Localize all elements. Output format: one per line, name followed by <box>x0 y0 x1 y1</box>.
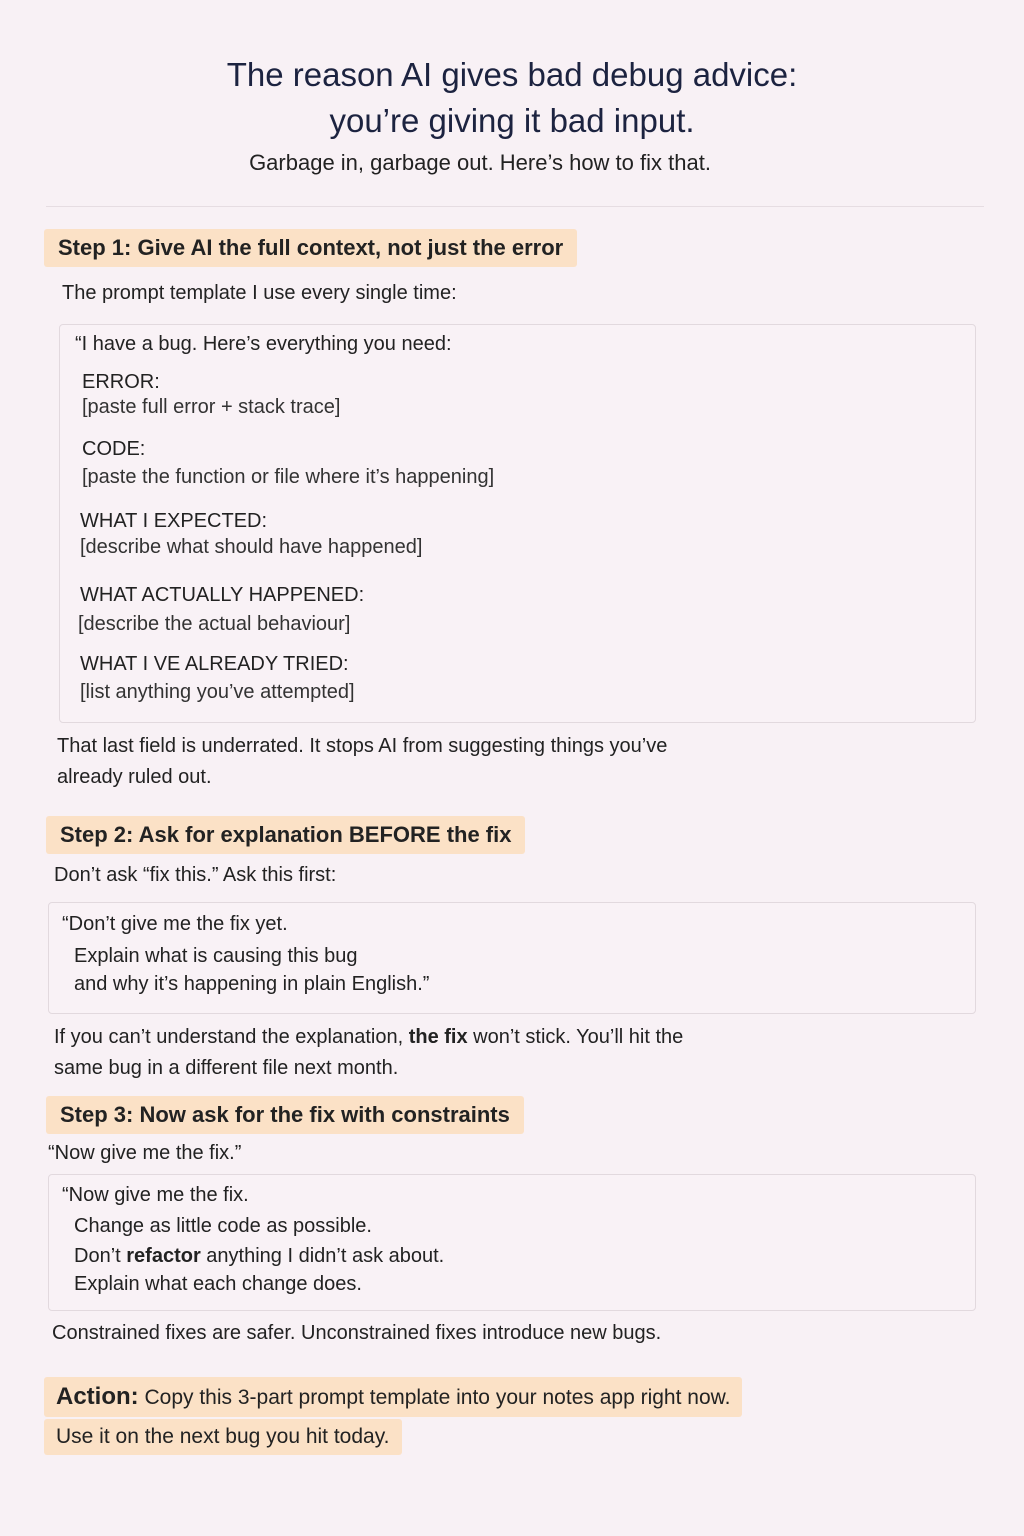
step1-box-opening: “I have a bug. Here’s everything you need: <box>75 333 452 355</box>
title-line-1: The reason AI gives bad debug advice: <box>226 56 798 93</box>
step3-box-line2: Change as little code as possible. <box>74 1215 372 1237</box>
step2-note-pre: If you can’t understand the explanation, <box>54 1026 409 1048</box>
code-value: [paste the function or file where it’s happening] <box>82 466 495 488</box>
error-value: [paste full error + stack trace] <box>82 396 341 418</box>
expected-value: [describe what should have happened] <box>80 536 423 558</box>
step3-box-line1: “Now give me the fix. <box>62 1184 249 1206</box>
step3-box-line3-pre: Don’t <box>74 1245 127 1267</box>
title-line-2: you’re giving it bad input. <box>329 102 695 139</box>
step3-heading: Step 3: Now ask for the fix with constraints <box>46 1096 524 1134</box>
step3-box-line4: Explain what each change does. <box>74 1273 362 1295</box>
step2-prompt-box <box>48 902 976 1014</box>
step1-prompt-box <box>59 324 976 723</box>
actual-label: WHAT ACTUALLY HAPPENED: <box>80 584 365 606</box>
action-line2: Use it on the next bug you hit today. <box>44 1419 402 1455</box>
step1-heading: Step 1: Give AI the full context, not just the error <box>44 229 577 267</box>
page-subtitle: Garbage in, garbage out. Here’s how to fix that. <box>249 150 711 175</box>
step2-intro: Don’t ask “fix this.” Ask this first: <box>54 864 337 886</box>
step2-note-bold: the fix <box>408 1026 468 1048</box>
step1-intro: The prompt template I use every single time: <box>62 282 457 304</box>
action-line1 <box>44 1377 742 1417</box>
step2-box-line2: Explain what is causing this bug <box>74 945 358 967</box>
step1-note <box>57 731 667 793</box>
error-label: ERROR: <box>82 371 160 393</box>
step3-box-line3-post: anything I didn’t ask about. <box>200 1245 445 1267</box>
step2-note <box>54 1022 683 1084</box>
step2-box-line1: “Don’t give me the fix yet. <box>62 913 288 935</box>
step2-note-line2: same bug in a different file next month. <box>54 1057 399 1079</box>
step2-box-line3: and why it’s happening in plain English.” <box>74 973 430 995</box>
step1-note-line2: already ruled out. <box>57 766 212 788</box>
action-label: Action: <box>56 1383 139 1410</box>
step2-note-post: won’t stick. You’ll hit the <box>467 1026 684 1048</box>
tried-label: WHAT I VE ALREADY TRIED: <box>80 653 349 675</box>
step1-note-line1: That last field is underrated. It stops AI from suggesting things you’ve <box>57 735 668 757</box>
page-title <box>0 52 1024 144</box>
expected-label: WHAT I EXPECTED: <box>80 510 268 532</box>
header-divider <box>46 206 984 207</box>
step3-prompt-box <box>48 1174 976 1311</box>
step3-box-line3-bold: refactor <box>126 1245 201 1267</box>
step3-note: Constrained fixes are safer. Unconstrained fixes introduce new bugs. <box>52 1322 662 1344</box>
actual-value: [describe the actual behaviour] <box>78 613 351 635</box>
step3-box-line3 <box>74 1245 444 1268</box>
code-label: CODE: <box>82 438 146 460</box>
step3-intro: “Now give me the fix.” <box>48 1142 242 1164</box>
tried-value: [list anything you’ve attempted] <box>80 681 355 703</box>
step2-heading: Step 2: Ask for explanation BEFORE the fix <box>46 816 525 854</box>
action-line1-text: Copy this 3-part prompt template into your notes app right now. <box>138 1386 731 1409</box>
